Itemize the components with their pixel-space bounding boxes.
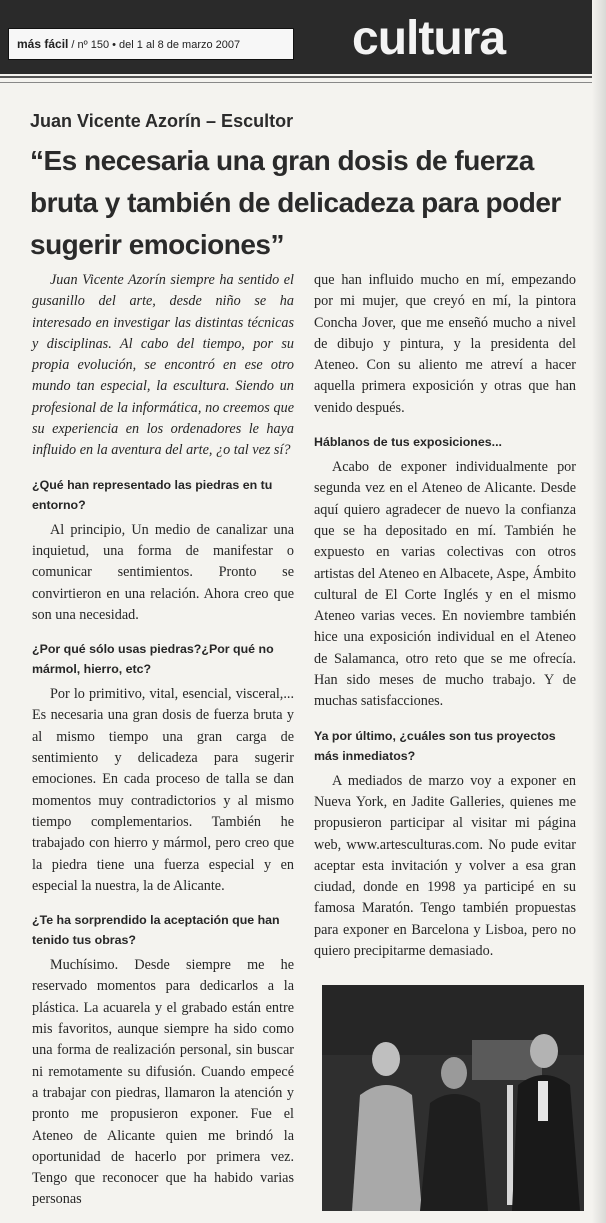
question-3: ¿Te ha sorprendido la aceptación que han tenido tus obras? [32, 913, 280, 948]
answer-5: A mediados de marzo voy a exponer en Nueva York, en Jadite Galleries, quienes me propusieron participar al visitar mi página web, www.artesculturas.com. No pude evitar aceptar esta invitación y volver a esa gran ciudad, donde en 1998 ya participé en su famosa Maratón. Tengo también propuestas para exponer en Barcelona y Lisboa, pero no quiero precipitarme demasiado. [314, 772, 576, 960]
question-2: ¿Por qué sólo usas piedras?¿Por qué no mármol, hierro, etc? [32, 642, 274, 677]
issue-details: / nº 150 • del 1 al 8 de marzo 2007 [68, 39, 241, 51]
question-5: Ya por último, ¿cuáles son tus proyectos más inmediatos? [314, 728, 556, 763]
header-rule [0, 76, 606, 78]
article-headline: “Es necesaria una gran dosis de fuerza bruta y también de delicadeza para poder sugerir emociones” [30, 145, 561, 260]
answer-3-part-1: Muchísimo. Desde siempre me he reservado momentos para dedicarlos a la plástica. La acuarela y el grabado están entre mis favoritos, aunque siempre ha sido como una forma de realización personal, sin buscar ni remotamente su difusión. Cuando empecé a trabajar con piedras, llamaron la atención y pronto me propusieron exponer. Fue el Ateneo de Alicante quien me brindó la oportunidad de hacerlo por primera vez. Tengo que reconocer que ha habido varias personas [32, 957, 294, 1208]
article-column-left [32, 270, 294, 1211]
publication-name: más fácil [17, 37, 69, 51]
answer-4: Acabo de exponer individualmente por segunda vez en el Ateneo de Alicante. Desde aquí quiero agradecer de nuevo la confianza que se ha depositado en mí. También he expuesto en varias colectivas con otros artistas del Ateneo en Albacete, Aspe, Ámbito cultural de El Corte Inglés y en el mismo Ateneo varias veces. En noviembre también hice una exposición individual en el Ateneo de Salamanca, otro reto que se me ofrecía. Han sido meses de mucho trabajo. Y de muchas satisfacciones. [314, 459, 576, 710]
article-intro: Juan Vicente Azorín siempre ha sentido el gusanillo del arte, desde niño se ha interesado en investigar las distintas técnicas y disciplinas. Al cabo del tiempo, por su propia evolución, se encontró en ese otro mundo tan especial, la escultura. Siendo un profesional de la informática, no creemos que su experiencia en los ordenadores le haya influido en la aventura del arte, ¿o tal vez sí? [32, 272, 294, 459]
header-rule-thin [0, 82, 606, 83]
article-kicker: Juan Vicente Azorín – Escultor [30, 111, 294, 131]
question-1: ¿Qué han representado las piedras en tu entorno? [32, 477, 273, 512]
answer-3-part-2: que han influido mucho en mí, empezando por mi mujer, que creyó en mí, la pintora Concha Jover, que me enseñó mucho a nivel de dibujo y pintura, y la presidenta del Ateneo. Con su aliento me atreví a hacer aquella primera exposición y otras que han venido después. [314, 272, 576, 416]
article-photo [322, 985, 584, 1211]
section-title: cultura [352, 12, 506, 65]
page-edge-shadow [592, 0, 606, 1223]
article-column-right [314, 270, 576, 962]
issue-info-box [8, 28, 294, 60]
answer-1: Al principio, Un medio de canalizar una inquietud, una forma de manifestar o comunicar sentimientos. Pronto se convirtieron en una relación. Ahora creo que son una necesidad. [32, 521, 294, 623]
question-4: Háblanos de tus exposiciones... [314, 435, 502, 450]
photo-scene [322, 985, 584, 1211]
page-header [0, 0, 606, 74]
answer-2: Por lo primitivo, vital, esencial, visceral,... Es necesaria una gran dosis de fuerza bruta y al mismo tiempo una gran carga de sentimiento y delicadeza para sugerir emociones. En cada proceso de talla se dan momentos muy contradictorios y al mismo tiempo complementarios. También he trabajado con hierro y mármol, pero creo que la piedra tiene una fuerza especial y en especial la nuestra, la de Alicante. [32, 686, 294, 894]
